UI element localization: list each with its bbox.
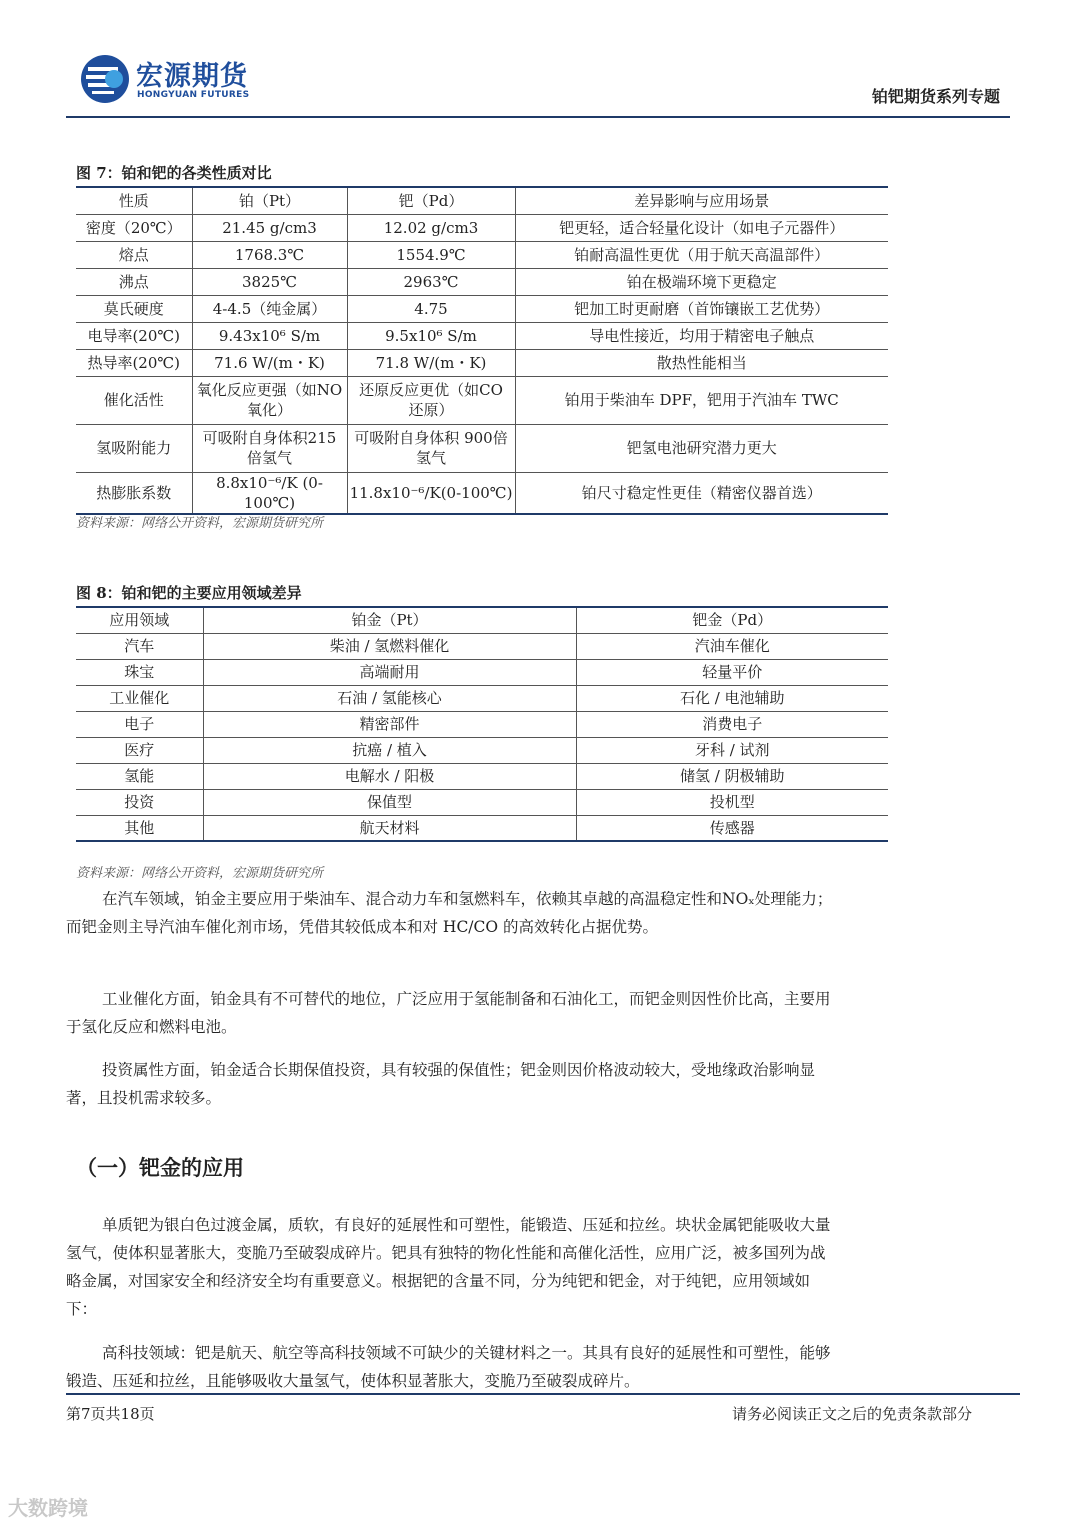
page-number: 第7页共18页 <box>66 1405 155 1423</box>
table-row <box>76 295 888 322</box>
table-header-cell: 铂（Pt） <box>192 187 347 214</box>
table-row <box>76 268 888 295</box>
table-cell: 传感器 <box>576 815 888 841</box>
table-row <box>76 789 888 815</box>
table-cell: 钯更轻，适合轻量化设计（如电子元器件） <box>515 214 888 241</box>
table-cell: 电导率(20℃) <box>76 322 192 349</box>
table-cell: 铂耐高温性更优（用于航天高温部件） <box>515 241 888 268</box>
table-cell: 牙科 / 试剂 <box>576 737 888 763</box>
table-cell: 沸点 <box>76 268 192 295</box>
paragraph-industrial-catalysis: 工业催化方面，铂金具有不可替代的地位，广泛应用于氢能制备和石油化工，而钯金则因性价比高，主要用于氢化反应和燃料电池。 <box>66 990 831 1036</box>
table-cell: 熔点 <box>76 241 192 268</box>
table-cell: 4-4.5（纯金属） <box>192 295 347 322</box>
table-cell: 71.6 W/(m・K) <box>192 349 347 376</box>
table-cell: 汽油车催化 <box>576 633 888 659</box>
table-cell: 可吸附自身体积215 倍氢气 <box>192 424 347 472</box>
table-cell: 9.5x10⁶ S/m <box>347 322 515 349</box>
table-cell: 电解水 / 阳极 <box>203 763 576 789</box>
table-cell: 8.8x10⁻⁶/K (0-100℃) <box>192 472 347 514</box>
table-cell: 1554.9℃ <box>347 241 515 268</box>
table-row <box>76 737 888 763</box>
table-cell: 氢吸附能力 <box>76 424 192 472</box>
table-cell: 9.43x10⁶ S/m <box>192 322 347 349</box>
table-header-row <box>76 607 888 633</box>
table-row <box>76 685 888 711</box>
table-cell: 氢能 <box>76 763 203 789</box>
table-cell: 储氢 / 阴极辅助 <box>576 763 888 789</box>
page-header <box>66 48 1010 118</box>
paragraph-palladium-intro: 单质钯为银白色过渡金属，质软，有良好的延展性和可塑性，能锻造、压延和拉丝。块状金属钯能吸收大量氢气，使体积显著胀大，变脆乃至破裂成碎片。钯具有独特的物化性能和高催化活性，应用广泛，被多国列为战略金属，对国家安全和经济安全均有重要意义。根据钯的含量不同，分为纯钯和钯金，对于纯钯，应用领域如下： <box>66 1216 831 1318</box>
table-cell: 精密部件 <box>203 711 576 737</box>
table-cell: 热导率(20℃) <box>76 349 192 376</box>
table-cell: 高端耐用 <box>203 659 576 685</box>
figure-7-source: 资料来源：网络公开资料，宏源期货研究所 <box>76 516 324 531</box>
table-cell: 其他 <box>76 815 203 841</box>
report-series-title: 铂钯期货系列专题 <box>871 87 1000 106</box>
table-cell: 投机型 <box>576 789 888 815</box>
figure-8-caption: 图 8：铂和钯的主要应用领域差异 <box>76 584 302 602</box>
table-cell: 11.8x10⁻⁶/K(0-100℃) <box>347 472 515 514</box>
table-cell: 医疗 <box>76 737 203 763</box>
table-header-cell: 铂金（Pt） <box>203 607 576 633</box>
table-cell: 密度（20℃） <box>76 214 192 241</box>
table-row <box>76 424 888 472</box>
table-row <box>76 349 888 376</box>
table-row <box>76 472 888 514</box>
table-row <box>76 214 888 241</box>
table-header-row <box>76 187 888 214</box>
table-cell: 71.8 W/(m・K) <box>347 349 515 376</box>
section-heading-palladium-applications: （一）钯金的应用 <box>76 1155 244 1180</box>
paragraph-automotive: 在汽车领域，铂金主要应用于柴油车、混合动力车和氢燃料车，依赖其卓越的高温稳定性和NOₓ处理能力；而钯金则主导汽油车催化剂市场，凭借其较低成本和对 HC/CO 的高效转化占据优势。 <box>66 890 833 936</box>
table-cell: 消费电子 <box>576 711 888 737</box>
table-cell: 航天材料 <box>203 815 576 841</box>
table-cell: 催化活性 <box>76 376 192 424</box>
table-cell: 钯氢电池研究潜力更大 <box>515 424 888 472</box>
table-cell: 氧化反应更强（如NO 氧化） <box>192 376 347 424</box>
table-cell: 3825℃ <box>192 268 347 295</box>
figure-7-caption: 图 7：铂和钯的各类性质对比 <box>76 164 272 182</box>
paragraph-investment: 投资属性方面，铂金适合长期保值投资，具有较强的保值性；钯金则因价格波动较大，受地缘政治影响显著，且投机需求较多。 <box>66 1061 816 1107</box>
table-row <box>76 659 888 685</box>
table-cell: 保值型 <box>203 789 576 815</box>
table-cell: 工业催化 <box>76 685 203 711</box>
table-cell: 莫氏硬度 <box>76 295 192 322</box>
table-cell: 抗癌 / 植入 <box>203 737 576 763</box>
table-cell: 21.45 g/cm3 <box>192 214 347 241</box>
table-cell: 石化 / 电池辅助 <box>576 685 888 711</box>
brand-name-cn: 宏源期货 <box>136 61 248 92</box>
table-cell: 轻量平价 <box>576 659 888 685</box>
table-cell: 汽车 <box>76 633 203 659</box>
table-row <box>76 241 888 268</box>
table-cell: 铂用于柴油车 DPF，钯用于汽油车 TWC <box>515 376 888 424</box>
table-cell: 铂尺寸稳定性更佳（精密仪器首选） <box>515 472 888 514</box>
table-cell: 热膨胀系数 <box>76 472 192 514</box>
table-cell: 钯加工时更耐磨（首饰镶嵌工艺优势） <box>515 295 888 322</box>
table-header-cell: 差异影响与应用场景 <box>515 187 888 214</box>
table-row <box>76 633 888 659</box>
table-header-cell: 性质 <box>76 187 192 214</box>
table-row <box>76 815 888 841</box>
table-header-cell: 钯金（Pd） <box>576 607 888 633</box>
table-cell: 石油 / 氢能核心 <box>203 685 576 711</box>
table-cell: 导电性接近，均用于精密电子触点 <box>515 322 888 349</box>
table-cell: 12.02 g/cm3 <box>347 214 515 241</box>
table-cell: 柴油 / 氢燃料催化 <box>203 633 576 659</box>
figure-7-table <box>76 186 888 515</box>
table-cell: 还原反应更优（如CO 还原） <box>347 376 515 424</box>
brand-name-en: HONGYUAN FUTURES <box>137 90 250 100</box>
figure-8-source: 资料来源：网络公开资料，宏源期货研究所 <box>76 866 324 881</box>
disclaimer-note: 请务必阅读正文之后的免责条款部分 <box>731 1405 972 1423</box>
table-cell: 电子 <box>76 711 203 737</box>
figure-8-table <box>76 606 888 842</box>
table-cell: 珠宝 <box>76 659 203 685</box>
table-cell: 1768.3℃ <box>192 241 347 268</box>
table-cell: 铂在极端环境下更稳定 <box>515 268 888 295</box>
table-row <box>76 711 888 737</box>
table-cell: 可吸附自身体积 900倍氢气 <box>347 424 515 472</box>
table-cell: 2963℃ <box>347 268 515 295</box>
table-row <box>76 763 888 789</box>
table-header-cell: 钯（Pd） <box>347 187 515 214</box>
table-cell: 投资 <box>76 789 203 815</box>
table-row <box>76 322 888 349</box>
table-cell: 4.75 <box>347 295 515 322</box>
table-row <box>76 376 888 424</box>
table-cell: 散热性能相当 <box>515 349 888 376</box>
paragraph-high-tech: 高科技领域：钯是航天、航空等高科技领域不可缺少的关键材料之一。其具有良好的延展性和可塑性，能够锻造、压延和拉丝，且能够吸收大量氢气，使体积显著胀大，变脆乃至破裂成碎片。 <box>66 1344 831 1390</box>
watermark-text: 大数跨境 <box>8 1496 88 1520</box>
hongyuan-logo-icon <box>80 54 130 104</box>
table-header-cell: 应用领域 <box>76 607 203 633</box>
page-footer <box>66 1393 1020 1423</box>
